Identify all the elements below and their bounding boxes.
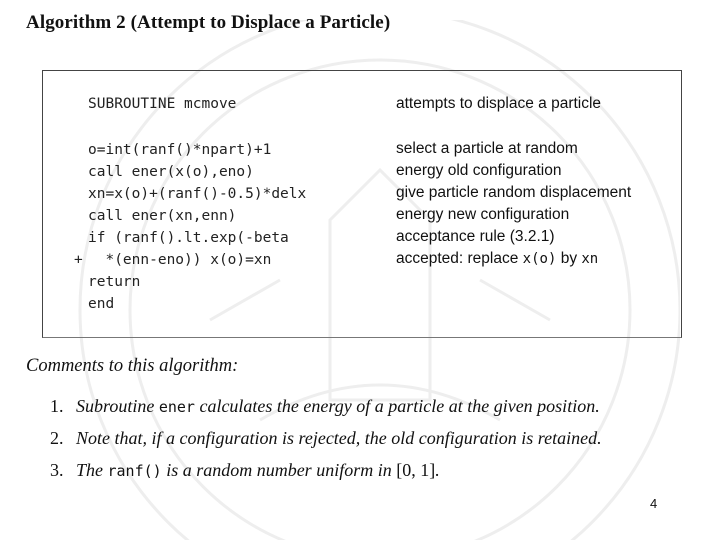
inline-code: x(o) [522, 251, 557, 267]
code-comment [396, 250, 598, 268]
code-line: end [88, 296, 115, 312]
code-line: if (ranf().lt.exp(-beta [88, 230, 289, 246]
comments-heading: Comments to this algorithm: [26, 356, 239, 376]
code-line: call ener(xn,enn) [88, 208, 237, 224]
comment-text: by [556, 250, 582, 267]
inline-code: ranf() [107, 462, 162, 480]
list-item [50, 460, 440, 481]
list-item [50, 396, 600, 417]
inline-code: xn [581, 251, 599, 267]
code-line: call ener(x(o),eno) [88, 164, 254, 180]
comment-text: accepted: replace [396, 250, 523, 267]
item-number: 1. [50, 396, 64, 416]
inline-code: ener [158, 398, 195, 416]
item-text: Note that, if a configuration is rejected, the old configuration is retained. [76, 428, 602, 448]
item-text: calculates the energy of a particle at the given position. [194, 396, 600, 416]
item-number: 3. [50, 460, 64, 480]
code-line: xn=x(o)+(ranf()-0.5)*delx [88, 186, 307, 202]
code-line: return [88, 274, 141, 290]
interval: [0, 1] [396, 460, 436, 480]
code-comment: energy new configuration [396, 206, 570, 223]
code-comment: attempts to displace a particle [396, 95, 602, 112]
algorithm-title: Algorithm 2 (Attempt to Displace a Particle) [26, 12, 391, 33]
item-text: . [435, 460, 440, 480]
item-text: is a random number uniform in [161, 460, 397, 480]
code-comment: energy old configuration [396, 162, 562, 179]
code-line: SUBROUTINE mcmove [88, 96, 237, 112]
code-comment: acceptance rule (3.2.1) [396, 228, 555, 245]
list-item [50, 428, 602, 449]
item-text: Subroutine [76, 396, 159, 416]
code-line: *(enn-eno)) x(o)=xn [88, 252, 272, 268]
code-line: o=int(ranf()*npart)+1 [88, 142, 272, 158]
continuation-marker: + [74, 252, 83, 268]
code-comment: select a particle at random [396, 140, 578, 157]
item-number: 2. [50, 428, 64, 448]
item-text: The [76, 460, 108, 480]
page-number: 4 [650, 496, 658, 511]
code-comment: give particle random displacement [396, 184, 632, 201]
